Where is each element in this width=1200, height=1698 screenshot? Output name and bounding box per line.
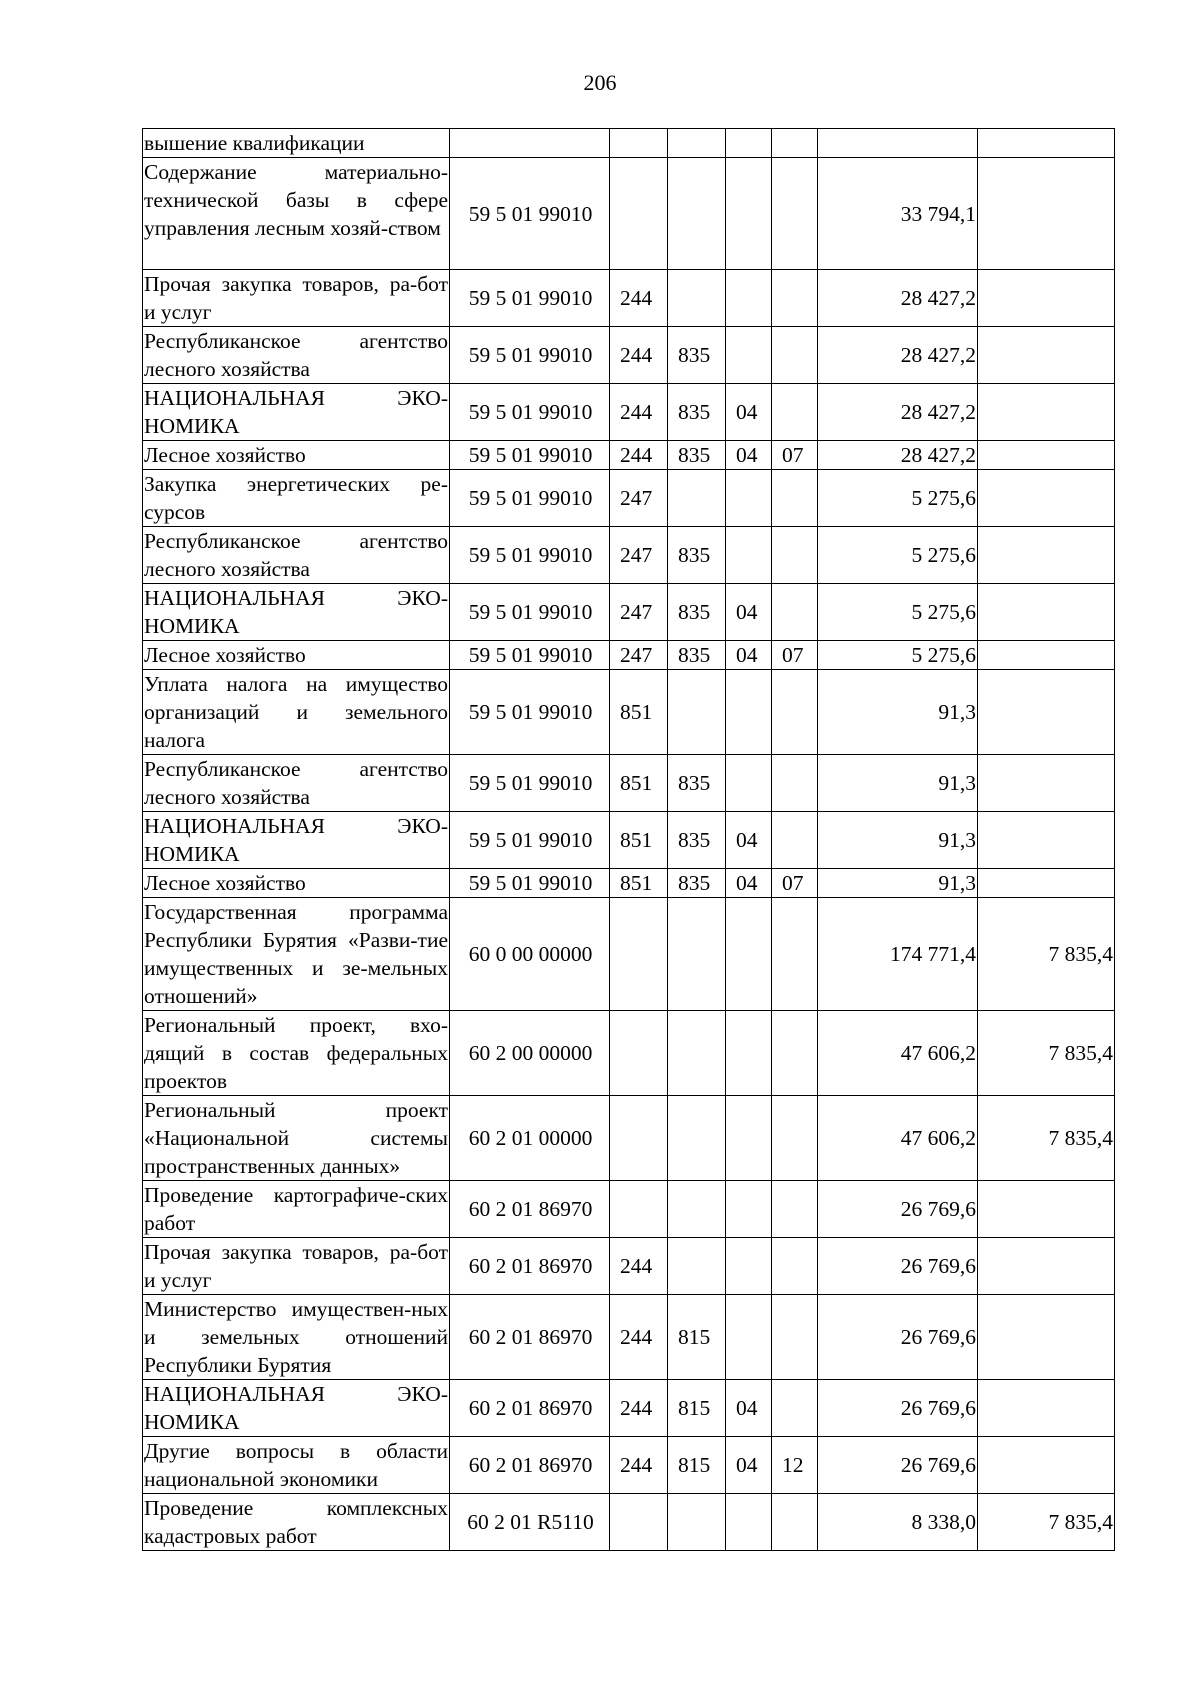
table-row: [143, 641, 1115, 670]
cell-name: Лесное хозяйство: [143, 641, 450, 670]
cell-name: НАЦИОНАЛЬНАЯ ЭКО-НОМИКА: [143, 584, 450, 641]
cell-name: Проведение комплексных кадастровых работ: [143, 1494, 450, 1551]
cell-target-code: 59 5 01 99010: [450, 158, 610, 270]
cell-subsection: [772, 898, 818, 1011]
cell-section: 04: [726, 641, 772, 670]
cell-target-code: 60 0 00 00000: [450, 898, 610, 1011]
cell-federal-amount: [978, 441, 1115, 470]
cell-target-code: 59 5 01 99010: [450, 584, 610, 641]
cell-name: Закупка энергетических ре-сурсов: [143, 470, 450, 527]
cell-subsection: [772, 1494, 818, 1551]
cell-ministry-code: 835: [668, 327, 726, 384]
table-row: [143, 755, 1115, 812]
cell-expense-type: 244: [610, 384, 668, 441]
cell-section: [726, 755, 772, 812]
cell-federal-amount: [978, 129, 1115, 158]
cell-target-code: 59 5 01 99010: [450, 384, 610, 441]
cell-section: 04: [726, 1437, 772, 1494]
cell-target-code: [450, 129, 610, 158]
cell-section: 04: [726, 384, 772, 441]
cell-ministry-code: [668, 129, 726, 158]
cell-section: [726, 1494, 772, 1551]
table-row: [143, 527, 1115, 584]
cell-ministry-code: [668, 1181, 726, 1238]
cell-amount: [818, 129, 978, 158]
cell-ministry-code: 835: [668, 527, 726, 584]
cell-expense-type: 244: [610, 327, 668, 384]
cell-section: [726, 527, 772, 584]
cell-amount: 28 427,2: [818, 327, 978, 384]
table-row: [143, 270, 1115, 327]
cell-target-code: 60 2 01 86970: [450, 1181, 610, 1238]
cell-amount: 91,3: [818, 755, 978, 812]
table-row: [143, 1181, 1115, 1238]
cell-expense-type: [610, 1096, 668, 1181]
cell-ministry-code: 835: [668, 869, 726, 898]
cell-name: Республиканское агентство лесного хозяйства: [143, 527, 450, 584]
cell-name: Министерство имуществен-ных и земельных отношений Республики Бурятия: [143, 1295, 450, 1380]
cell-target-code: 60 2 01 86970: [450, 1295, 610, 1380]
cell-section: 04: [726, 812, 772, 869]
cell-amount: 28 427,2: [818, 270, 978, 327]
cell-subsection: [772, 812, 818, 869]
cell-federal-amount: [978, 641, 1115, 670]
cell-amount: 5 275,6: [818, 470, 978, 527]
cell-amount: 174 771,4: [818, 898, 978, 1011]
cell-expense-type: [610, 898, 668, 1011]
cell-ministry-code: 815: [668, 1380, 726, 1437]
cell-subsection: [772, 270, 818, 327]
cell-subsection: 07: [772, 641, 818, 670]
cell-target-code: 59 5 01 99010: [450, 869, 610, 898]
cell-ministry-code: [668, 158, 726, 270]
cell-section: [726, 1181, 772, 1238]
cell-section: 04: [726, 869, 772, 898]
cell-federal-amount: [978, 584, 1115, 641]
cell-federal-amount: [978, 158, 1115, 270]
cell-section: [726, 158, 772, 270]
cell-subsection: [772, 1181, 818, 1238]
cell-subsection: [772, 384, 818, 441]
cell-expense-type: 244: [610, 1437, 668, 1494]
cell-federal-amount: [978, 270, 1115, 327]
cell-expense-type: 247: [610, 641, 668, 670]
cell-name: Уплата налога на имущество организаций и земельного налога: [143, 670, 450, 755]
cell-section: 04: [726, 584, 772, 641]
cell-amount: 26 769,6: [818, 1238, 978, 1295]
cell-target-code: 59 5 01 99010: [450, 441, 610, 470]
cell-amount: 91,3: [818, 812, 978, 869]
cell-amount: 5 275,6: [818, 527, 978, 584]
cell-expense-type: [610, 158, 668, 270]
cell-amount: 26 769,6: [818, 1380, 978, 1437]
cell-subsection: [772, 1238, 818, 1295]
cell-amount: 26 769,6: [818, 1437, 978, 1494]
cell-name: Лесное хозяйство: [143, 869, 450, 898]
budget-table: [142, 128, 1115, 1551]
cell-amount: 91,3: [818, 869, 978, 898]
cell-target-code: 59 5 01 99010: [450, 327, 610, 384]
cell-expense-type: 851: [610, 869, 668, 898]
table-body: [143, 129, 1115, 1551]
cell-ministry-code: 815: [668, 1437, 726, 1494]
cell-section: 04: [726, 441, 772, 470]
table-row: [143, 1494, 1115, 1551]
cell-expense-type: 247: [610, 470, 668, 527]
cell-ministry-code: [668, 470, 726, 527]
cell-ministry-code: [668, 1494, 726, 1551]
cell-expense-type: 244: [610, 441, 668, 470]
table-row: [143, 869, 1115, 898]
cell-expense-type: [610, 1494, 668, 1551]
cell-subsection: [772, 158, 818, 270]
cell-expense-type: 244: [610, 1238, 668, 1295]
cell-target-code: 59 5 01 99010: [450, 270, 610, 327]
cell-federal-amount: 7 835,4: [978, 1096, 1115, 1181]
cell-section: [726, 1011, 772, 1096]
cell-federal-amount: [978, 812, 1115, 869]
table-row: [143, 1238, 1115, 1295]
cell-subsection: [772, 670, 818, 755]
cell-expense-type: 247: [610, 527, 668, 584]
table-row: [143, 327, 1115, 384]
cell-target-code: 60 2 01 86970: [450, 1437, 610, 1494]
cell-target-code: 59 5 01 99010: [450, 812, 610, 869]
cell-target-code: 59 5 01 99010: [450, 470, 610, 527]
table-row: [143, 670, 1115, 755]
cell-federal-amount: 7 835,4: [978, 1494, 1115, 1551]
cell-target-code: 59 5 01 99010: [450, 641, 610, 670]
cell-name: НАЦИОНАЛЬНАЯ ЭКО-НОМИКА: [143, 1380, 450, 1437]
cell-federal-amount: [978, 1437, 1115, 1494]
table-row: [143, 384, 1115, 441]
cell-amount: 47 606,2: [818, 1096, 978, 1181]
cell-subsection: [772, 584, 818, 641]
cell-expense-type: [610, 1011, 668, 1096]
cell-name: Республиканское агентство лесного хозяйства: [143, 327, 450, 384]
cell-section: [726, 1295, 772, 1380]
cell-section: [726, 129, 772, 158]
cell-ministry-code: 835: [668, 641, 726, 670]
cell-subsection: 07: [772, 869, 818, 898]
cell-ministry-code: [668, 1011, 726, 1096]
cell-ministry-code: [668, 1238, 726, 1295]
cell-ministry-code: [668, 270, 726, 327]
cell-name: Содержание материально-технической базы в сфере управления лесным хозяй-ством: [143, 158, 450, 270]
table-row: [143, 158, 1115, 270]
cell-expense-type: 247: [610, 584, 668, 641]
cell-amount: 8 338,0: [818, 1494, 978, 1551]
cell-subsection: [772, 327, 818, 384]
table-row: [143, 1011, 1115, 1096]
cell-expense-type: [610, 1181, 668, 1238]
cell-federal-amount: [978, 1380, 1115, 1437]
table-row: [143, 1096, 1115, 1181]
cell-federal-amount: [978, 670, 1115, 755]
cell-expense-type: 244: [610, 270, 668, 327]
cell-ministry-code: [668, 898, 726, 1011]
cell-name: Прочая закупка товаров, ра-бот и услуг: [143, 270, 450, 327]
cell-subsection: 12: [772, 1437, 818, 1494]
cell-federal-amount: [978, 470, 1115, 527]
cell-expense-type: 244: [610, 1295, 668, 1380]
cell-subsection: [772, 755, 818, 812]
cell-section: 04: [726, 1380, 772, 1437]
cell-amount: 28 427,2: [818, 441, 978, 470]
cell-name: Региональный проект «Национальной системы пространственных данных»: [143, 1096, 450, 1181]
cell-target-code: 59 5 01 99010: [450, 755, 610, 812]
table-row: [143, 812, 1115, 869]
cell-subsection: 07: [772, 441, 818, 470]
table-row: [143, 129, 1115, 158]
cell-subsection: [772, 129, 818, 158]
cell-ministry-code: 815: [668, 1295, 726, 1380]
cell-subsection: [772, 1295, 818, 1380]
cell-name: Государственная программа Республики Бурятия «Разви-тие имущественных и зе-мельных отношений»: [143, 898, 450, 1011]
cell-target-code: 60 2 01 00000: [450, 1096, 610, 1181]
cell-federal-amount: [978, 1295, 1115, 1380]
cell-section: [726, 270, 772, 327]
cell-ministry-code: 835: [668, 441, 726, 470]
cell-section: [726, 327, 772, 384]
cell-amount: 47 606,2: [818, 1011, 978, 1096]
cell-federal-amount: [978, 384, 1115, 441]
cell-federal-amount: [978, 755, 1115, 812]
cell-expense-type: [610, 129, 668, 158]
cell-expense-type: 244: [610, 1380, 668, 1437]
table-row: [143, 898, 1115, 1011]
cell-name: вышение квалификации: [143, 129, 450, 158]
table-row: [143, 470, 1115, 527]
cell-ministry-code: 835: [668, 755, 726, 812]
cell-section: [726, 470, 772, 527]
cell-federal-amount: 7 835,4: [978, 898, 1115, 1011]
cell-target-code: 60 2 00 00000: [450, 1011, 610, 1096]
cell-target-code: 60 2 01 R5110: [450, 1494, 610, 1551]
cell-target-code: 59 5 01 99010: [450, 670, 610, 755]
cell-ministry-code: 835: [668, 584, 726, 641]
cell-ministry-code: 835: [668, 384, 726, 441]
cell-section: [726, 1096, 772, 1181]
cell-target-code: 60 2 01 86970: [450, 1380, 610, 1437]
cell-section: [726, 1238, 772, 1295]
cell-federal-amount: [978, 869, 1115, 898]
cell-ministry-code: [668, 1096, 726, 1181]
cell-expense-type: 851: [610, 812, 668, 869]
cell-ministry-code: 835: [668, 812, 726, 869]
cell-name: Проведение картографиче-ских работ: [143, 1181, 450, 1238]
cell-target-code: 59 5 01 99010: [450, 527, 610, 584]
cell-section: [726, 670, 772, 755]
cell-ministry-code: [668, 670, 726, 755]
cell-name: НАЦИОНАЛЬНАЯ ЭКО-НОМИКА: [143, 384, 450, 441]
table-row: [143, 1437, 1115, 1494]
cell-amount: 26 769,6: [818, 1295, 978, 1380]
cell-subsection: [772, 1380, 818, 1437]
cell-amount: 28 427,2: [818, 384, 978, 441]
cell-federal-amount: [978, 527, 1115, 584]
cell-federal-amount: [978, 327, 1115, 384]
table-row: [143, 441, 1115, 470]
cell-subsection: [772, 527, 818, 584]
cell-target-code: 60 2 01 86970: [450, 1238, 610, 1295]
cell-amount: 5 275,6: [818, 641, 978, 670]
cell-name: Другие вопросы в области национальной экономики: [143, 1437, 450, 1494]
cell-subsection: [772, 1096, 818, 1181]
cell-federal-amount: 7 835,4: [978, 1011, 1115, 1096]
cell-federal-amount: [978, 1238, 1115, 1295]
cell-section: [726, 898, 772, 1011]
cell-name: Лесное хозяйство: [143, 441, 450, 470]
cell-name: Республиканское агентство лесного хозяйства: [143, 755, 450, 812]
cell-amount: 5 275,6: [818, 584, 978, 641]
page-number: 206: [583, 70, 617, 95]
cell-expense-type: 851: [610, 670, 668, 755]
cell-subsection: [772, 470, 818, 527]
cell-expense-type: 851: [610, 755, 668, 812]
table-row: [143, 1295, 1115, 1380]
cell-amount: 26 769,6: [818, 1181, 978, 1238]
cell-amount: 91,3: [818, 670, 978, 755]
cell-amount: 33 794,1: [818, 158, 978, 270]
table-row: [143, 584, 1115, 641]
table-row: [143, 1380, 1115, 1437]
cell-subsection: [772, 1011, 818, 1096]
cell-federal-amount: [978, 1181, 1115, 1238]
cell-name: НАЦИОНАЛЬНАЯ ЭКО-НОМИКА: [143, 812, 450, 869]
cell-name: Региональный проект, вхо-дящий в состав федеральных проектов: [143, 1011, 450, 1096]
cell-name: Прочая закупка товаров, ра-бот и услуг: [143, 1238, 450, 1295]
